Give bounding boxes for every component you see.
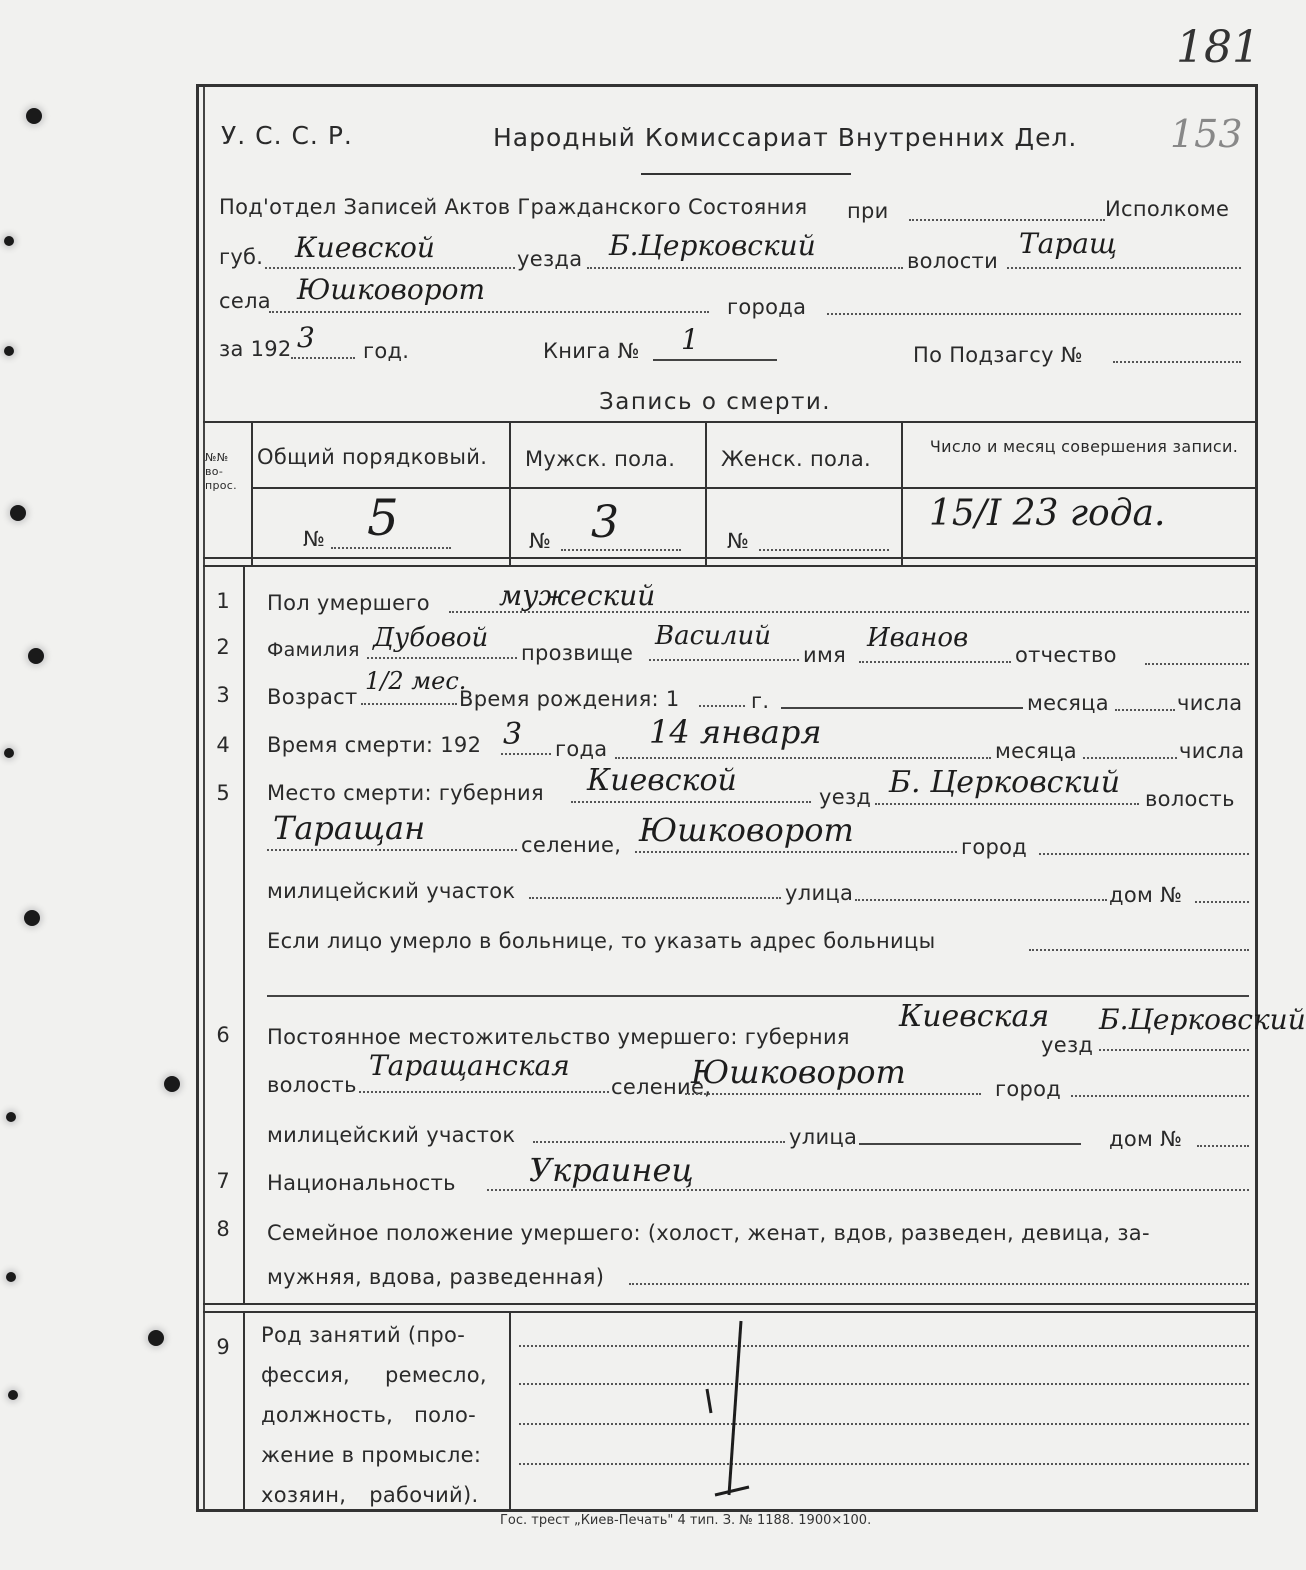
sex-handwritten: мужеский <box>499 579 656 612</box>
year-label: за 192 <box>219 337 292 361</box>
birth-day-label: числа <box>1177 691 1243 715</box>
death-gub-blank <box>571 801 811 803</box>
surname-label: Фамилия <box>267 639 360 661</box>
republic-label: У. С. С. Р. <box>221 121 353 150</box>
res-street-label: улица <box>789 1125 858 1149</box>
stamp-number: 153 <box>1170 112 1243 156</box>
item-number: 5 <box>216 781 230 805</box>
gub-handwritten: Киевской <box>295 231 435 264</box>
volost-label: волости <box>907 249 999 273</box>
kniga-handwritten: 1 <box>681 323 699 356</box>
death-month-label: месяца <box>995 739 1077 763</box>
name-handwritten: Иванов <box>867 623 969 653</box>
death-street-blank <box>855 899 1107 901</box>
birth-g-label: г. <box>751 689 770 713</box>
death-volost-blank <box>267 849 517 851</box>
female-header: Женск. пола. <box>721 447 871 471</box>
record-date-header: Число и месяц совершения записи. <box>929 437 1239 456</box>
item-number: 9 <box>216 1335 230 1359</box>
occupation-label-1: Род занятий (про- <box>261 1323 466 1347</box>
family-status-label-cont: мужняя, вдова, разведенная) <box>267 1265 605 1289</box>
binder-hole <box>164 1076 180 1092</box>
death-selo-blank <box>635 851 957 853</box>
birth-month-blank <box>781 707 1023 709</box>
death-house-label: дом № <box>1109 883 1183 907</box>
nationality-label: Национальность <box>267 1171 456 1195</box>
item-number: 4 <box>216 733 230 757</box>
res-house-label: дом № <box>1109 1127 1183 1151</box>
female-no-blank <box>759 549 889 551</box>
sex-label: Пол умершего <box>267 591 430 615</box>
occupation-col-line <box>243 1311 245 1509</box>
res-uezd-handwritten: Б.Церковский <box>1099 1003 1306 1036</box>
nickname-handwritten: Василий <box>655 621 771 651</box>
ispolkom-blank <box>909 219 1105 221</box>
table-col-sep <box>901 421 903 565</box>
age-blank <box>361 703 457 705</box>
death-volost-label: волость <box>1145 787 1235 811</box>
death-gorod-label: город <box>961 835 1028 859</box>
binder-hole <box>4 748 14 758</box>
table-bottom-line-2 <box>203 565 1255 567</box>
res-gorod-label: город <box>995 1077 1062 1101</box>
nickname-blank <box>649 659 799 661</box>
hospital-blank-line <box>267 995 1249 997</box>
gorod-blank <box>827 313 1241 315</box>
res-gorod-blank <box>1071 1095 1249 1097</box>
occupation-blank <box>519 1463 1249 1465</box>
year-handwritten: 3 <box>297 321 315 354</box>
death-place-label: Место смерти: губерния <box>267 781 544 805</box>
death-uezd-label: уезд <box>819 785 872 809</box>
occupation-label-4: жение в промысле: <box>261 1443 482 1467</box>
gub-label: губ. <box>219 245 264 269</box>
res-selo-label: селение, <box>611 1075 712 1099</box>
kniga-blank <box>653 359 777 361</box>
res-gub-handwritten: Киевская <box>899 999 1050 1034</box>
commissariat-title: Народный Комиссариат Внутренних Дел. <box>493 123 1078 152</box>
binder-hole <box>6 1112 16 1122</box>
binder-hole <box>10 505 26 521</box>
death-gub-handwritten: Киевской <box>587 763 737 798</box>
female-no-sign: № <box>727 529 750 553</box>
death-volost-handwritten: Таращан <box>273 809 426 847</box>
printer-imprint: Гос. трест „Киев-Печать" 4 тип. З. № 1188. 1900×100. <box>500 1513 872 1528</box>
res-house-blank <box>1197 1145 1249 1147</box>
occupation-label-5: хозяин, рабочий). <box>261 1483 479 1507</box>
death-year-handwritten: 3 <box>503 717 523 752</box>
res-volost-label: волость <box>267 1073 357 1097</box>
res-selo-handwritten: Юшковорот <box>691 1053 906 1091</box>
age-label: Возраст <box>267 685 358 709</box>
death-selo-handwritten: Юшковорот <box>639 811 854 849</box>
res-militia-label: милицейский участок <box>267 1123 516 1147</box>
name-blank <box>859 661 1011 663</box>
patronymic-blank <box>1145 663 1249 665</box>
death-day-blank <box>1083 757 1177 759</box>
record-date-handwritten: 15/I 23 года. <box>929 493 1166 534</box>
death-month-blank <box>615 757 991 759</box>
item-number: 2 <box>216 635 230 659</box>
death-record-form <box>196 84 1306 1512</box>
binder-hole <box>26 108 42 124</box>
age-handwritten: 1/2 мес. <box>365 667 467 695</box>
death-militia-label: милицейский участок <box>267 879 516 903</box>
occupation-dash-mark <box>689 1317 769 1497</box>
occupation-label-3: должность, поло- <box>261 1403 477 1427</box>
ispolkom-label: Исполкоме <box>1105 197 1230 221</box>
selo-blank <box>269 311 709 313</box>
table-col-sep <box>251 421 253 565</box>
subdept-label: Под'отдел Записей Актов Гражданского Состояния <box>219 195 808 219</box>
binder-hole <box>6 1272 16 1282</box>
binder-hole <box>4 236 14 246</box>
death-uezd-handwritten: Б. Церковский <box>889 765 1121 800</box>
res-selo-blank <box>685 1093 981 1095</box>
death-militia-blank <box>529 897 781 899</box>
name-label: имя <box>803 643 847 667</box>
uezd-handwritten: Б.Церковский <box>609 229 816 262</box>
table-header-line <box>251 487 1255 489</box>
occupation-top-line-2 <box>203 1311 1255 1313</box>
res-militia-blank <box>533 1141 785 1143</box>
occupation-blank <box>519 1345 1249 1347</box>
occupation-col-line <box>509 1311 511 1509</box>
family-status-label: Семейное положение умершего: (холост, женат, вдов, разведен, девица, за- <box>267 1221 1150 1245</box>
item-number: 8 <box>216 1217 230 1241</box>
podzags-blank <box>1113 361 1241 363</box>
birth-day-blank <box>1115 709 1175 711</box>
god-label: год. <box>363 339 410 363</box>
res-volost-handwritten: Таращанская <box>369 1049 570 1082</box>
occupation-blank <box>519 1383 1249 1385</box>
general-no-handwritten: 5 <box>367 489 399 547</box>
residence-label: Постоянное местожительство умершего: губерния <box>267 1025 850 1049</box>
surname-blank <box>367 657 517 659</box>
podzags-label: По Подзагсу № <box>913 343 1083 367</box>
item-number: 6 <box>216 1023 230 1047</box>
title-underline <box>641 173 851 175</box>
archive-sheet-number: 181 <box>1176 22 1260 73</box>
item-number-column-line <box>243 565 245 1305</box>
binder-hole <box>148 1330 164 1346</box>
occupation-top-line <box>203 1303 1255 1305</box>
table-top-line <box>203 421 1255 423</box>
occupation-blank <box>519 1423 1249 1425</box>
item-number: 1 <box>216 589 230 613</box>
pri-label: при <box>847 199 889 223</box>
death-uezd-blank <box>875 803 1139 805</box>
male-header: Мужск. пола. <box>525 447 676 471</box>
occupation-label-2: фессия, ремесло, <box>261 1363 487 1387</box>
birth-year-blank <box>699 705 745 707</box>
family-status-blank <box>629 1283 1249 1285</box>
year-blank <box>291 357 355 359</box>
hospital-label: Если лицо умерло в больнице, то указать адрес больницы <box>267 929 936 953</box>
uezd-blank <box>587 267 903 269</box>
patronymic-label: отчество <box>1015 643 1117 667</box>
death-time-label: Время смерти: 192 <box>267 733 482 757</box>
general-no-sign: № <box>303 527 326 551</box>
birth-label: Время рождения: 1 <box>459 687 680 711</box>
binder-hole <box>8 1390 18 1400</box>
table-col-sep <box>509 421 511 565</box>
general-no-blank <box>331 547 451 549</box>
death-year-blank <box>501 753 551 755</box>
res-uezd-label: уезд <box>1041 1033 1094 1057</box>
table-bottom-line <box>203 557 1255 559</box>
record-title: Запись о смерти. <box>599 389 832 415</box>
male-no-blank <box>561 549 681 551</box>
death-street-label: улица <box>785 881 854 905</box>
nationality-blank <box>487 1189 1249 1191</box>
kniga-label: Книга № <box>543 339 640 363</box>
question-number-header: №№ во-прос. <box>205 451 237 492</box>
volost-handwritten: Таращ <box>1019 227 1118 260</box>
surname-handwritten: Дубовой <box>373 623 489 653</box>
goda-label: года <box>555 737 608 761</box>
death-selo-label: селение, <box>521 833 622 857</box>
nickname-label: прозвище <box>521 641 634 665</box>
uezd-label: уезда <box>517 247 583 271</box>
gub-blank <box>265 267 515 269</box>
gorod-label: города <box>727 295 807 319</box>
selo-label: села <box>219 289 271 313</box>
nationality-handwritten: Украинец <box>529 1151 694 1189</box>
death-day-label: числа <box>1179 739 1245 763</box>
table-col-sep <box>705 421 707 565</box>
volost-blank <box>1007 267 1241 269</box>
res-volost-blank <box>359 1091 609 1093</box>
item-number: 7 <box>216 1169 230 1193</box>
birth-month-label: месяца <box>1027 691 1109 715</box>
death-gorod-blank <box>1039 853 1249 855</box>
item-number: 3 <box>216 683 230 707</box>
binder-hole <box>24 910 40 926</box>
death-house-blank <box>1195 901 1249 903</box>
death-date-handwritten: 14 января <box>649 713 822 751</box>
general-number-header: Общий порядковый. <box>257 445 488 469</box>
male-no-sign: № <box>529 529 552 553</box>
binder-hole <box>4 346 14 356</box>
res-street-blank <box>859 1143 1081 1145</box>
binder-hole <box>28 648 44 664</box>
male-no-handwritten: 3 <box>591 497 619 548</box>
form-inner-border <box>203 87 205 1509</box>
hospital-blank <box>1029 949 1249 951</box>
selo-handwritten: Юшковорот <box>297 273 486 306</box>
res-uezd-blank <box>1099 1049 1249 1051</box>
